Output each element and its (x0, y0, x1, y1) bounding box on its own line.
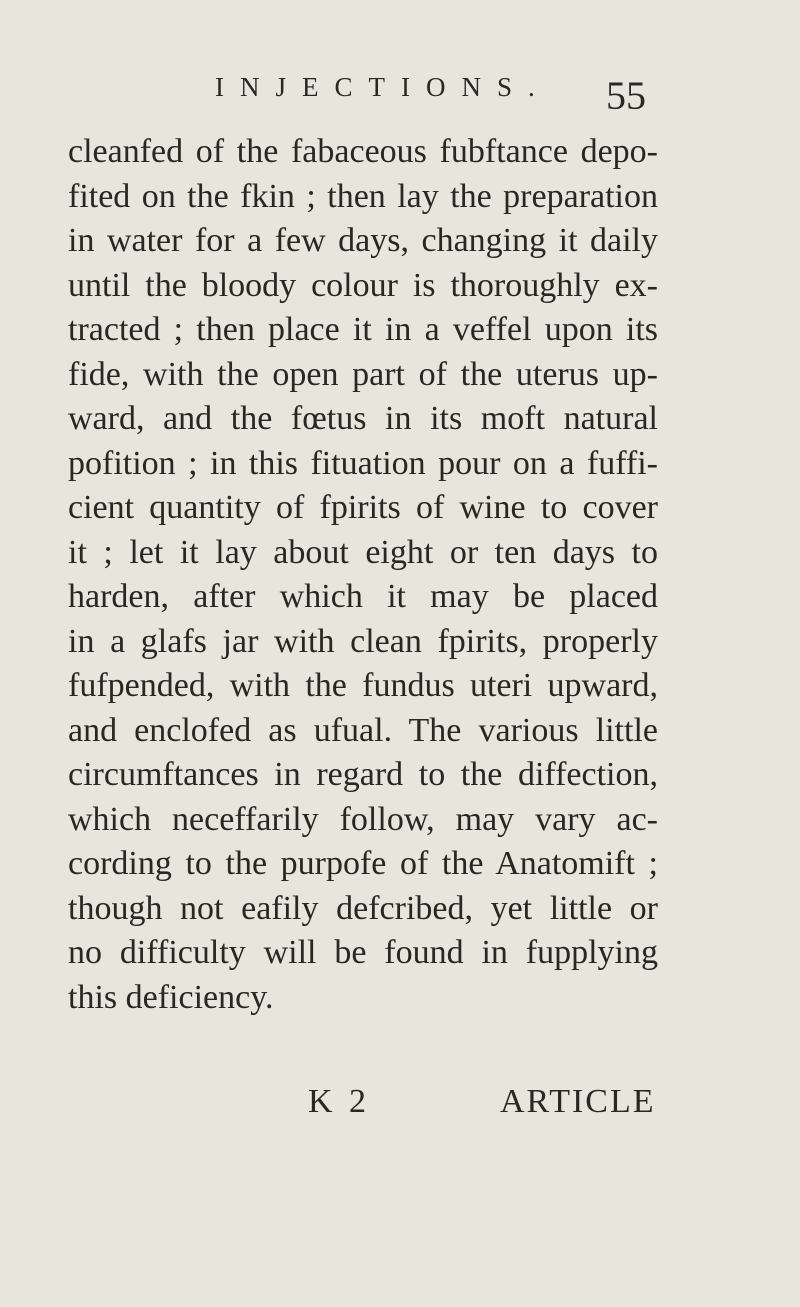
page-footer (0, 1082, 800, 1122)
text-line: and enclofed as ufual. The various little (68, 711, 658, 749)
text-line: though not eafily defcribed, yet little or (68, 889, 658, 927)
text-line: tracted ; then place it in a veffel upon its (68, 311, 658, 348)
text-line: until the bloody colour is thoroughly ex- (68, 266, 658, 304)
text-line: no difficulty will be found in fupplying (68, 934, 658, 971)
body-text (68, 130, 658, 1020)
text-line: ward, and the fœtus in its moft natural (68, 400, 658, 437)
text-line: cient quantity of fpirits of wine to cover (68, 489, 658, 526)
running-head: INJECTIONS. (215, 72, 551, 102)
text-line: fited on the fkin ; then lay the preparation (68, 177, 658, 215)
text-line: fide, with the open part of the uterus up- (68, 355, 658, 393)
text-line: in a glafs jar with clean fpirits, properly (68, 622, 658, 660)
text-line: it ; let it lay about eight or ten days to (68, 533, 658, 571)
text-line: harden, after which it may be placed (68, 578, 658, 615)
page-number: 55 (606, 73, 646, 118)
text-line: cording to the purpofe of the Anatomift ; (68, 845, 658, 882)
catchword: ARTICLE (500, 1083, 656, 1120)
text-line: which neceffarily follow, may vary ac- (68, 800, 658, 838)
signature-mark: K 2 (308, 1083, 371, 1120)
text-line: pofition ; in this fituation pour on a fuffi- (68, 444, 658, 482)
text-line: fufpended, with the fundus uteri upward, (68, 667, 658, 704)
text-line: in water for a few days, changing it daily (68, 222, 658, 259)
text-line: circumftances in regard to the diffection, (68, 756, 658, 793)
text-line: this deficiency. (68, 978, 274, 1016)
text-line: cleanfed of the fabaceous fubftance depo- (68, 133, 658, 170)
